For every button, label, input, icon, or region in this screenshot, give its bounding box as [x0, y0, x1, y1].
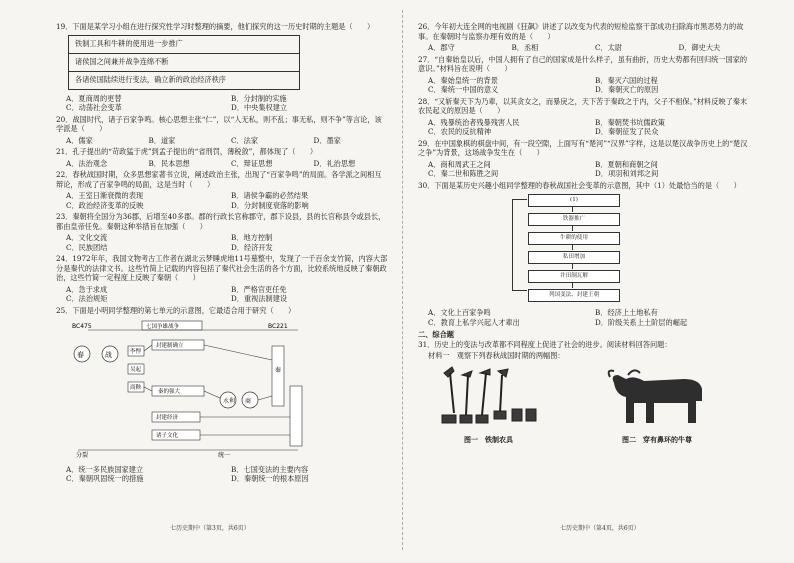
q20-options: [66, 136, 388, 146]
iron-tools-image: [438, 365, 548, 431]
q19-row: 各诸侯国陆续进行变法，确立新的政治经济秩序: [75, 74, 226, 84]
option[interactable]: C．农民的反抗精神: [428, 127, 492, 136]
diagram-circle-chun: 春: [77, 351, 84, 359]
option[interactable]: A．夏商周的更替: [66, 93, 122, 103]
flow-box-6: 列国变法、封建王朝: [528, 289, 620, 302]
figure-2-caption: 图二 穿有鼻环的牛尊: [622, 434, 692, 444]
right-page: [418, 22, 754, 443]
option[interactable]: B．分封制的实施: [231, 93, 287, 103]
option[interactable]: A．统一多民族国家建立: [66, 464, 144, 474]
q30-options: [428, 308, 754, 327]
q25-options: [66, 465, 388, 484]
option[interactable]: C．政治经济变革的反映: [66, 200, 144, 210]
option[interactable]: A．文化交流: [66, 233, 108, 242]
q29-options: [428, 160, 754, 179]
question-29: 29．在中国象棋的棋盘中间，有一段空隙，上面写有“楚河”“汉界”字样，这是以楚汉战争历史上的“楚汉之争”为背景，这场战争发生在（ ）: [418, 138, 748, 157]
option[interactable]: C．法治规矩: [66, 294, 108, 303]
q19-table: [68, 35, 300, 90]
q23-options: [66, 233, 388, 252]
question-27: 27．“自秦始皇以后，中国人拥有了自己的国家成是什么样子，虽有曲折，历史大势都有回归统一国家的意识。”材料旨在说明（ ）: [418, 54, 748, 73]
option[interactable]: C．教育上私学兴起人才辈出: [428, 317, 520, 327]
flow-box-3: 牛耕的使用: [528, 232, 620, 245]
option[interactable]: A．法治观念: [66, 158, 108, 168]
diagram-box-3: 商鞅: [130, 385, 142, 391]
q24-options: [66, 285, 388, 304]
option[interactable]: C．秦朝巩固统一的措施: [66, 474, 144, 483]
option[interactable]: D．秦朝灭亡的原因: [595, 85, 659, 94]
option[interactable]: C．秦统一中国的意义: [428, 85, 499, 94]
option[interactable]: A．残暴统治者残暴残害人民: [428, 117, 520, 127]
option[interactable]: A．商和周武王之间: [428, 159, 491, 169]
figure-1-caption: 图一 铁制农具: [464, 434, 513, 444]
q19-row: 诸侯国之间兼并战争连绵不断: [69, 54, 299, 72]
option[interactable]: D．墨家: [313, 135, 341, 145]
page-divider: [402, 10, 403, 550]
option[interactable]: D．分封制度衰落的影响: [231, 200, 309, 210]
material-images: [418, 365, 754, 443]
q22-options: [66, 191, 388, 210]
option[interactable]: D．秦朝统一的根本原因: [231, 474, 309, 483]
diagram-end-year: BC221: [268, 323, 288, 330]
diagram-qin-strong: 秦的强大: [158, 389, 181, 395]
diagram-culture: 诸子文化: [156, 433, 179, 439]
left-page-footer: 七历史期中（第3页，共6页）: [170, 525, 250, 532]
option[interactable]: D．项羽和刘邦之间: [595, 169, 659, 178]
diagram-qin: 秦: [275, 367, 282, 374]
flow-box-1: (1): [528, 194, 620, 207]
option[interactable]: B．秦灭六国的过程: [595, 75, 658, 85]
flow-bracket: [512, 199, 527, 291]
diagram-top-label: 七国争雄战争: [146, 324, 180, 330]
option[interactable]: D．经济开发: [231, 242, 273, 252]
option[interactable]: D．中央集权建立: [231, 103, 288, 112]
question-28: 28．“又斩秦天下为乃辈，以其贪女之，而暴戾之，天下苦于秦政之于内，父子不相保。”材料反映了秦末农民起义的原因是（ ）: [418, 96, 748, 115]
option[interactable]: D．重视法制建设: [231, 294, 288, 303]
flow-box-4: 私田增加: [528, 251, 620, 264]
q28-options: [428, 118, 754, 137]
option[interactable]: C．秦二世和陈胜之间: [428, 169, 499, 178]
diagram-economy: 封建经济: [156, 415, 179, 421]
option[interactable]: B．严格官吏任免: [231, 284, 287, 294]
question-23: 23．秦朝将全国分为36郡，后增至40多郡。郡的行政长官称郡守，郡下设县，县的长官称县令或县长，都由皇帝任免。秦朝这种举措旨在加强（ ）: [56, 212, 386, 231]
option[interactable]: A．郡守: [428, 43, 455, 52]
diagram-circle-zhan: 战: [105, 351, 112, 359]
option[interactable]: B．秦朝焚书坑儒政策: [595, 117, 665, 127]
q27-options: [428, 76, 754, 95]
option[interactable]: C．民族团结: [66, 242, 108, 252]
option[interactable]: D．阶级关系上土阶层的崛起: [595, 317, 688, 327]
option[interactable]: B．七国变法的主要内容: [231, 464, 309, 474]
question-24: 24．1972年年，我国文物考古工作者在湖北云梦睡虎地11号墓整中，发现了一千百余支竹简，内容大部分是秦代的法律文书。这些竹简上记载的内容包括了秦代社会生活的各个方面，比较系统地反映了秦朝政治，这些竹简一定程度上反映了秦朝（ ）: [56, 254, 388, 282]
option[interactable]: B．经济上土地私有: [595, 308, 658, 317]
q19-row: 铁制工具和牛耕的使用进一步推广: [69, 36, 299, 54]
option[interactable]: A．儒家: [66, 135, 93, 145]
q21-options: [66, 159, 388, 169]
diagram-circle-shang: 商: [245, 398, 252, 405]
material-1: 材料一 观察下列春秋战国时期的两幅图：: [428, 351, 565, 360]
option[interactable]: A．急于求成: [66, 284, 108, 294]
option[interactable]: A．王室日渐衰微的表现: [66, 191, 144, 200]
question-30: 30．下面是某历史兴趣小组同学整理的春秋战国社会变革的示意图，其中（1）处最恰当的是（ ）: [418, 180, 741, 190]
question-25: 25．下面是小明同学整理的第七单元的示意图，它最适合用于研究（ ）: [56, 305, 296, 315]
option[interactable]: D．御史大夫: [678, 43, 721, 52]
option[interactable]: D．秦朝征发了民众: [595, 127, 659, 136]
option[interactable]: C．辩证思想: [231, 158, 273, 168]
option[interactable]: C．法家: [231, 135, 259, 145]
option[interactable]: B．诸侯争霸的必然结果: [231, 191, 309, 200]
option[interactable]: B．道家: [148, 135, 176, 145]
question-26: 26．今年初大连全网的电视剧《狂飙》讲述了以改变为代表的短检监察干部成功扫除海市黑恶势力的故事。在秦朝时与监察办理有效的是（ ）: [418, 22, 744, 41]
option[interactable]: B．丞相: [511, 43, 539, 52]
ox-figurine-image: [604, 365, 714, 431]
option[interactable]: B．夏朝和商朝之间: [595, 159, 658, 169]
question-22: 22．春秋战国时期，众多思想家著书立说，阐述政治主张，出现了“百家争鸣”的局面。各学派之间相互辩论，形成了百家争鸣的局面，这是当时（ ）: [56, 170, 382, 189]
diagram-unify: 统一: [218, 452, 231, 458]
option[interactable]: D．礼治思想: [313, 158, 356, 168]
right-page-footer: 七历史期中（第4页，共6页）: [560, 525, 640, 532]
diagram-circle-shui: 水利: [223, 398, 236, 405]
option[interactable]: B．地方控制: [231, 233, 273, 242]
q19-options: [66, 94, 388, 113]
q26-options: [428, 43, 754, 53]
option[interactable]: A．文化上百家争鸣: [428, 308, 491, 317]
left-page: [56, 22, 388, 486]
unit-structure-diagram: [68, 320, 308, 458]
question-20: 20．战国时代，诸子百家争鸣。核心思想主张“仁”，以“人无私，则不乱；事无私，则不争”等言论，该学派是（ ）: [56, 114, 382, 133]
question-19: 19．下面是某学习小组在进行探究性学习时整理的摘要，他们探究的这一历史时期的主题是（ ）: [56, 22, 375, 31]
question-31: 31．历史上的变法与改革都不同程度上促进了社会的进步。阅读材料回答问题：: [418, 339, 672, 349]
diagram-split: 分裂: [76, 452, 89, 458]
diagram-box-2: 吴起: [130, 367, 142, 373]
q30-flowchart: [478, 194, 668, 304]
question-21: 21．孔子提出的“苛政猛于虎”到孟子提出的“省刑罚，薄税敛”，都体现了（ ）: [56, 147, 318, 156]
diagram-fengjian: 封建制确立: [156, 343, 184, 349]
option[interactable]: A．秦始皇统一的背景: [428, 75, 498, 85]
flow-box-2: 铁器推广: [528, 213, 620, 226]
diagram-start-year: BC475: [72, 323, 92, 330]
option[interactable]: C．太尉: [595, 43, 623, 52]
option[interactable]: B．民本思想: [148, 158, 190, 168]
option[interactable]: C．动荡社会变革: [66, 103, 122, 112]
flow-box-5: 井田制瓦解: [528, 270, 620, 283]
section-heading: 二、综合题: [418, 330, 454, 339]
diagram-box-1: 李悝: [130, 349, 142, 355]
